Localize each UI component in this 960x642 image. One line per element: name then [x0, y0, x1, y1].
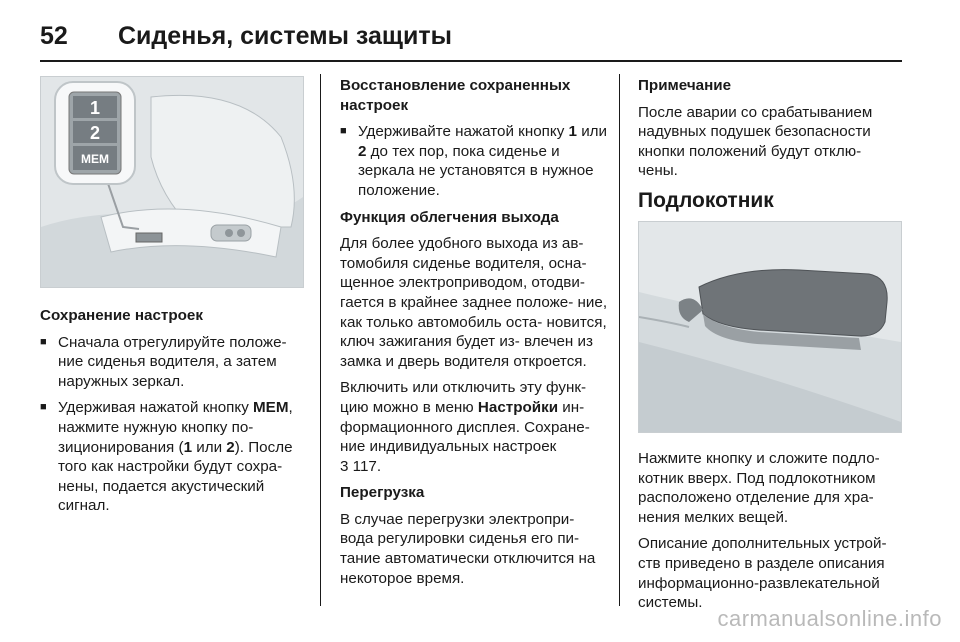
section-heading-armrest: Подлокотник	[638, 188, 774, 212]
bullet-item	[340, 122, 608, 200]
bold-mem: MEM	[253, 399, 289, 417]
paragraph: Нажмите кнопку и сложите подло- котник вверх. Под подлокотником расположено отделение для хра- нения мелких вещей.	[638, 449, 880, 526]
memory-button-1: 1	[89, 98, 101, 118]
header-rule	[40, 60, 902, 62]
bullet-text: или	[192, 438, 227, 456]
note-text: После аварии со срабатыванием надувных подушек безопасности кнопки положений будут отклю- чены.	[638, 103, 873, 180]
page-number: 52	[40, 21, 68, 50]
bold-1: 1	[183, 438, 193, 456]
armrest-illustration	[639, 222, 901, 432]
paragraph-text: ин- формационного дисплея. Сохране- ние индивидуальных настроек	[340, 398, 590, 456]
column-2	[340, 76, 608, 595]
bullet-text: , нажмите нужную кнопку по- зиционирования (	[58, 399, 293, 456]
armrest-figure	[638, 221, 902, 433]
bullet-item	[40, 398, 306, 516]
page-reference: 3 117.	[340, 457, 382, 475]
section-heading-exit: Функция облегчения выхода	[340, 208, 559, 226]
bold-1: 1	[568, 123, 577, 141]
section-heading-overload: Перегрузка	[340, 484, 425, 502]
bullet-text: до тех пор, пока сиденье и зеркала не установятся в нужное положение.	[358, 142, 594, 199]
watermark: carmanualsonline.info	[717, 606, 942, 631]
bullet-text: Удерживайте нажатой кнопку	[358, 123, 569, 141]
page-title: Сиденья, системы защиты	[118, 21, 452, 50]
bullet-text: Удерживая нажатой кнопку	[58, 399, 254, 417]
bold-settings: Настройки	[477, 398, 559, 416]
bullet-item	[40, 333, 306, 392]
page-header	[40, 16, 452, 56]
memory-button-mem: MEM	[81, 152, 109, 166]
paragraph-text: Включить или отключить эту функ- цию можно в меню	[340, 379, 587, 416]
note-heading: Примечание	[638, 77, 732, 94]
bold-2: 2	[226, 438, 235, 456]
column-divider-1	[320, 74, 321, 606]
section-heading-restore: Восстановление сохраненных настроек	[340, 77, 571, 114]
section-heading-save: Сохранение настроек	[40, 307, 203, 324]
seat-illustration	[41, 77, 303, 287]
bullet-text: или	[576, 123, 608, 141]
memory-button-2: 2	[89, 123, 101, 143]
column-divider-2	[619, 74, 620, 606]
bullet-text: Сначала отрегулируйте положе- ние сиденья водителя, а затем наружных зеркал.	[58, 333, 287, 390]
paragraph: Описание дополнительных устрой- ств приведено в разделе описания информационно-развлекательной системы.	[638, 535, 887, 612]
seat-memory-figure	[40, 76, 304, 288]
paragraph	[340, 378, 608, 476]
column-3	[638, 76, 904, 620]
bullet-text: ). После того как настройки будут сохра- нены, подается акустический сигнал.	[58, 438, 293, 515]
bold-2: 2	[358, 142, 367, 160]
paragraph: Для более удобного выхода из ав- томобиля сиденье водителя, осна- щенное электроприводом, отодви- гается в крайнее заднее положе- ние, как только автомобиль оста- новится, ключ зажигания будет из- влечен из замка и дверь водителя откроется.	[340, 235, 608, 370]
paragraph: В случае перегрузки электропри- вода регулировки сиденья его пи- тание автоматически отключится на некоторое время.	[340, 510, 596, 587]
column-1	[40, 76, 306, 523]
